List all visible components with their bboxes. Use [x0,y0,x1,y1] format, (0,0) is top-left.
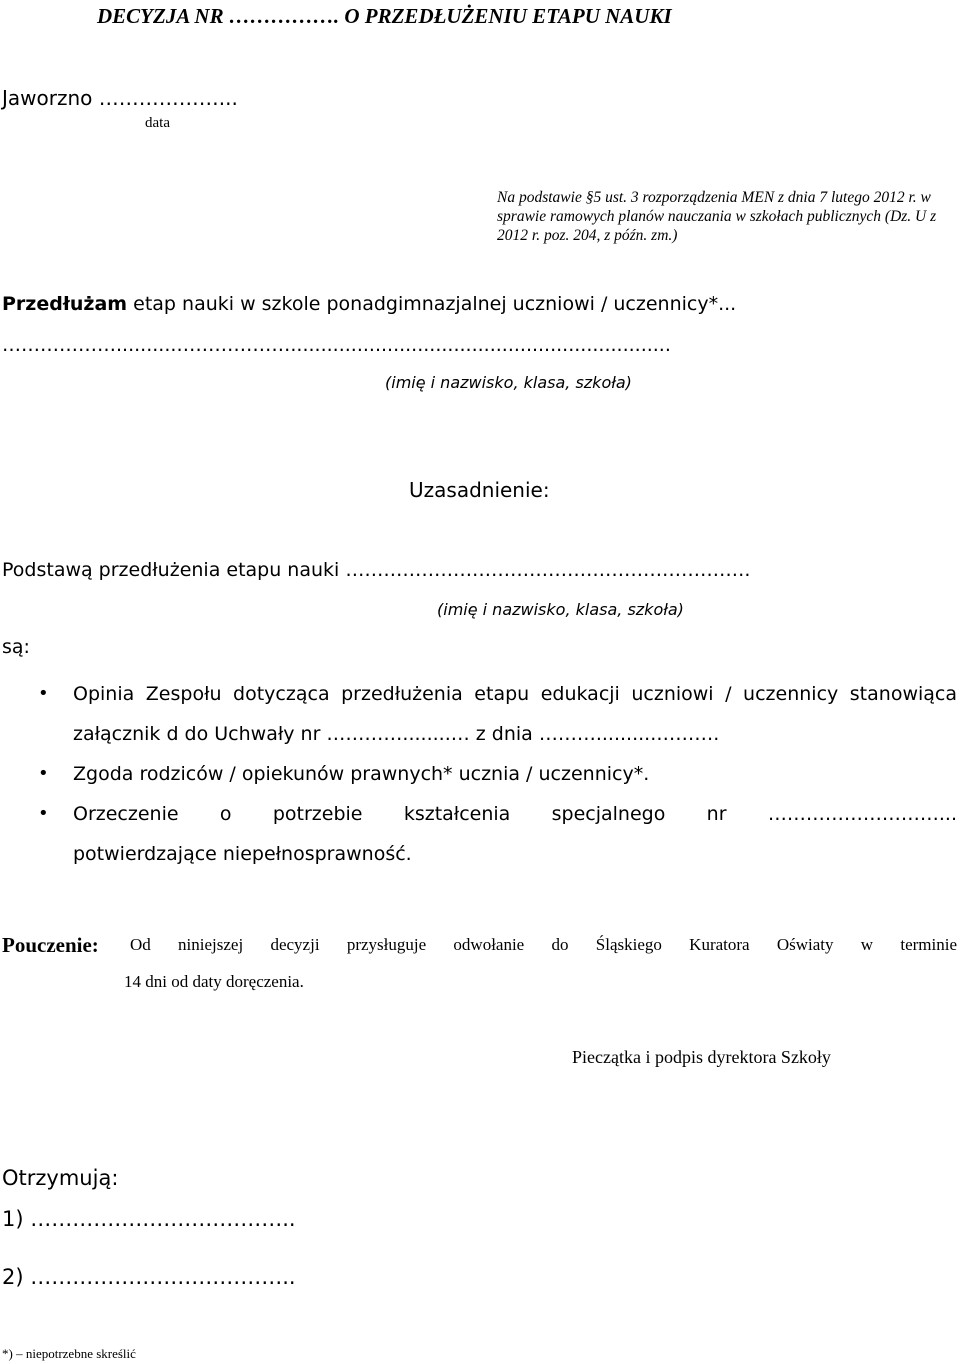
extension-statement [2,293,736,315]
justification-heading: Uzasadnienie: [409,478,550,502]
notice-line-1: Od niniejszej decyzji przysługuje odwołanie do Śląskiego Kuratora Oświaty w terminie [130,935,957,954]
document-title: DECYZJA NR ……………. O PRZEDŁUŻENIU ETAPU NAUKI [97,4,672,28]
student-fill-line: ………………..........………………............................................................... [2,334,671,356]
recipients-label: Otrzymują: [2,1166,119,1190]
certificate-line-2: potwierdzające niepełnosprawność. [73,843,412,865]
opinion-line-2: załącznik d do Uchwały nr …………........… z dnia ………..........………. [73,723,720,745]
basis-hint: (imię i nazwisko, klasa, szkoła) [437,600,684,619]
date-label: data [145,115,170,131]
basis-line: Podstawą przedłużenia etapu nauki ………………………………………………………. [2,559,751,581]
student-hint: (imię i nazwisko, klasa, szkoła) [385,373,632,392]
opinion-line-1: • Opinia Zespołu dotycząca przedłużenia etapu edukacji uczniowi / uczennicy stanowiąca [73,683,957,705]
list-item-certificate [73,794,957,874]
are-label: są: [2,636,30,658]
notice-label: Pouczenie: [2,933,99,957]
legal-basis: Na podstawie §5 ust. 3 rozporządzenia MEN z dnia 7 lutego 2012 r. w sprawie ramowych planów nauczania w szkołach publicznych (Dz. U z 2012 r. poz. 204, z późn. zm.) [497,189,937,244]
grounds-list [73,674,957,874]
extension-verb: Przedłużam [2,293,128,315]
recipient-line-1: 1) ……………………………….. [2,1207,296,1231]
recipient-line-2: 2) ……………………………….. [2,1265,296,1289]
place-date-line: Jaworzno ………………... [2,86,238,110]
notice-line-2: 14 dni od daty doręczenia. [124,972,304,991]
list-item-opinion [73,674,957,754]
extension-text: etap nauki w szkole ponadgimnazjalnej uczniowi / uczennicy*... [127,293,737,315]
consent-text: • Zgoda rodziców / opiekunów prawnych* ucznia / uczennicy*. [73,763,650,785]
certificate-line-1: • Orzeczenie o potrzebie kształcenia specjalnego nr ………………………... [73,803,957,825]
list-item-consent [73,754,957,794]
signature-caption: Pieczątka i podpis dyrektora Szkoły [572,1047,831,1067]
footnote: *) – niepotrzebne skreślić [2,1346,136,1361]
